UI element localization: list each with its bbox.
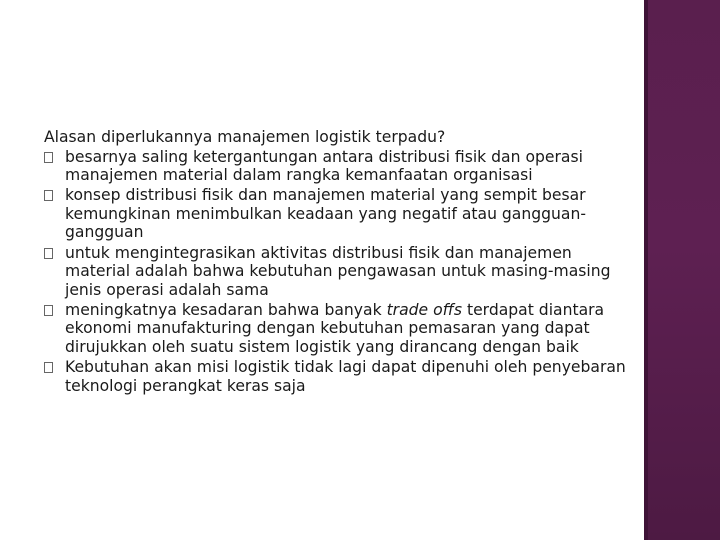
bullet-item (44, 358, 639, 395)
bullet-text-start: meningkatnya kesadaran bahwa banyak (65, 300, 387, 319)
bullet-text: konsep distribusi fisik dan manajemen material yang sempit besar kemungkinan menimbulkan keadaan yang negatif atau gangguan-gangguan (65, 186, 586, 242)
empty-square-bullet-icon (44, 248, 53, 259)
empty-square-bullet-icon (44, 305, 53, 316)
intro-question: Alasan diperlukannya manajemen logistik terpadu? (44, 128, 446, 146)
decorative-side-band (641, 0, 720, 540)
bullet-text: Kebutuhan akan misi logistik tidak lagi dapat dipenuhi oleh penyebaran teknologi perangkat keras saja (65, 358, 626, 395)
bullet-item (44, 148, 639, 185)
bullet-text: besarnya saling ketergantungan antara distribusi fisik dan operasi manajemen material dalam rangka kemanfaatan organisasi (65, 147, 583, 185)
bullet-text: untuk mengintegrasikan aktivitas distribusi fisik dan manajemen material adalah bahwa kebutuhan pengawasan untuk masing-masing jenis operasi adalah sama (65, 243, 611, 299)
bullet-item (44, 186, 639, 242)
bullet-item (44, 244, 639, 300)
empty-square-bullet-icon (44, 152, 53, 163)
bullet-item (44, 301, 639, 357)
bullet-text-end: terdapat diantara ekonomi manufakturing dengan kebutuhan pemasaran yang dapat dirujukkan oleh suatu sistem logistik yang dirancang dengan baik (65, 300, 605, 357)
italic-term: trade offs (386, 300, 463, 319)
slide-content (44, 128, 639, 397)
empty-square-bullet-icon (44, 190, 53, 201)
bullet-list (44, 148, 639, 396)
empty-square-bullet-icon (44, 362, 53, 373)
